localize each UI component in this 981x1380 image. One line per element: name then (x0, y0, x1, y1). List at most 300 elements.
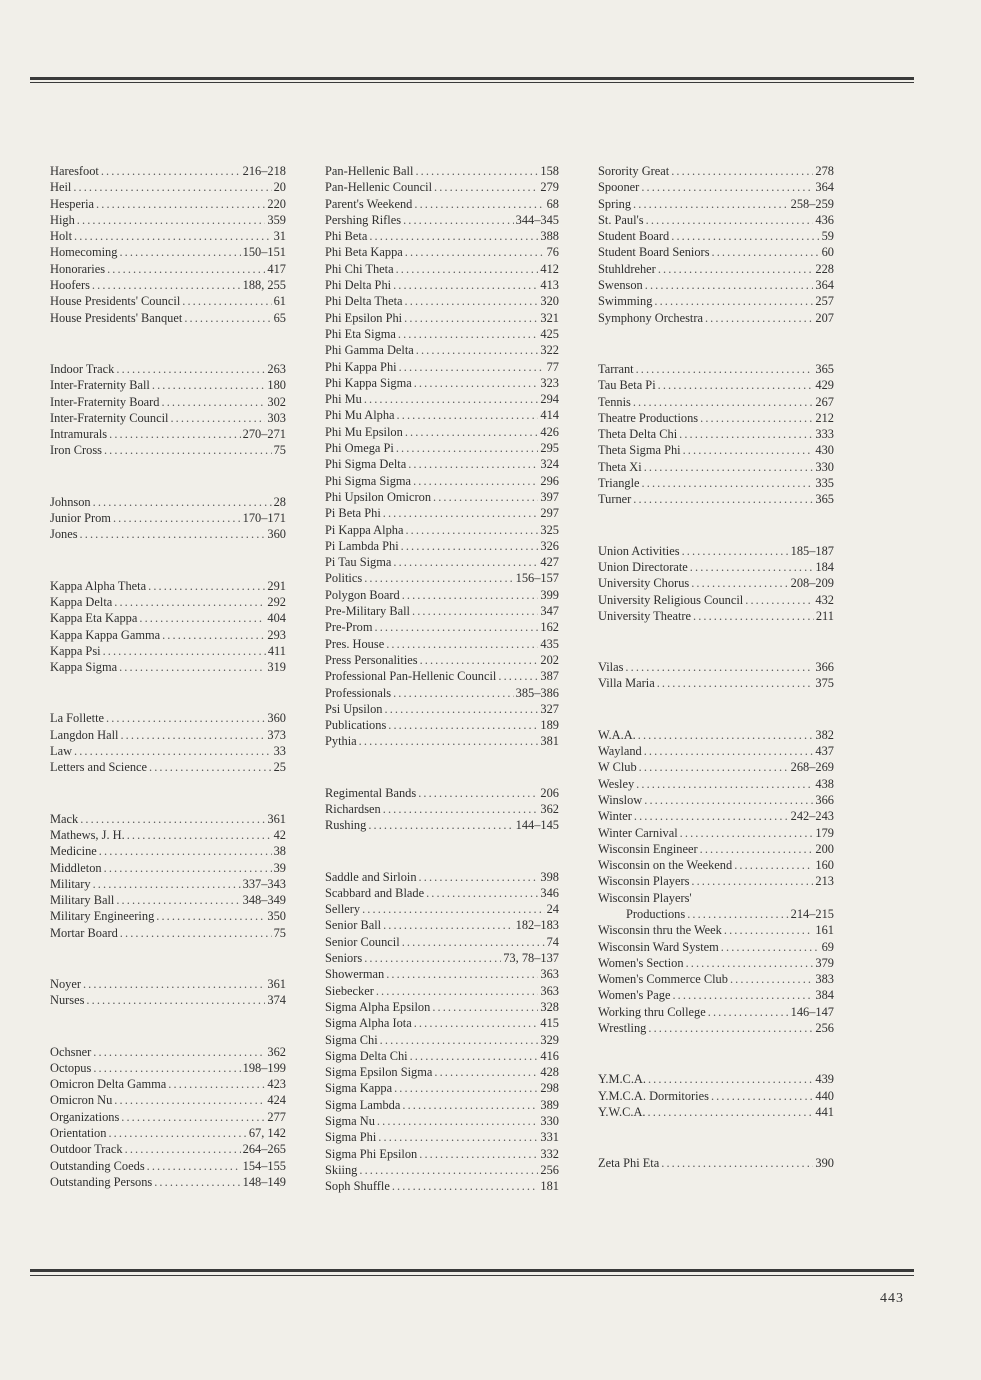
index-entry-term: Organizations (50, 1109, 120, 1124)
index-entry (325, 554, 559, 570)
index-entry-page: 20 (273, 180, 286, 195)
index-letter-group (598, 659, 834, 692)
dot-leader (93, 876, 241, 892)
index-entry (325, 966, 559, 982)
index-entry-page: 430 (815, 443, 834, 458)
dot-leader (419, 869, 539, 885)
dot-leader (712, 244, 820, 260)
index-entry-page: 333 (815, 427, 834, 442)
dot-leader (92, 277, 241, 293)
index-entry-term: Phi Kappa Sigma (325, 375, 412, 390)
index-entry (598, 442, 834, 458)
index-entry-page: 337–343 (242, 876, 286, 891)
index-entry-page: 436 (815, 212, 834, 227)
index-entry-term: Tennis (598, 394, 631, 409)
index-entry (50, 526, 286, 542)
dot-leader (691, 873, 813, 889)
dot-leader (705, 310, 813, 326)
index-entry-page: 373 (267, 727, 286, 742)
index-entry-term: Phi Upsilon Omicron (325, 489, 432, 504)
index-entry (325, 885, 559, 901)
dot-leader (113, 510, 241, 526)
index-entry-term: Theta Delta Chi (598, 427, 678, 442)
index-entry (325, 407, 559, 423)
index-entry-term: Scabbard and Blade (325, 885, 425, 900)
index-entry-term: Showerman (325, 967, 385, 982)
index-entry-term: Mack (50, 811, 79, 826)
index-entry-term: Omicron Delta Gamma (50, 1077, 167, 1092)
index-entry-term: Sigma Phi Epsilon (325, 1146, 418, 1161)
index-entry (598, 808, 834, 824)
dot-leader (394, 1080, 538, 1096)
index-entry (325, 603, 559, 619)
index-entry-term: Phi Beta Kappa (325, 245, 403, 260)
dot-leader (410, 1048, 539, 1064)
dot-leader (414, 1015, 539, 1031)
index-entry (325, 179, 559, 195)
dot-leader (106, 710, 265, 726)
dot-leader (119, 244, 240, 260)
index-entry-term: Law (50, 744, 73, 759)
index-entry (50, 578, 286, 594)
index-entry (50, 212, 286, 228)
index-entry-page: 42 (273, 827, 286, 842)
index-entry (598, 971, 834, 987)
index-entry (598, 825, 834, 841)
index-entry (325, 785, 559, 801)
dot-leader (404, 310, 538, 326)
dot-leader (405, 424, 539, 440)
index-entry-page: 348–349 (242, 893, 286, 908)
index-entry (325, 456, 559, 472)
dot-leader (364, 950, 501, 966)
dot-leader (378, 1129, 538, 1145)
index-entry (598, 922, 834, 938)
index-entry-term: Indoor Track (50, 361, 115, 376)
index-entry (50, 659, 286, 675)
dot-leader (104, 860, 272, 876)
index-entry (325, 196, 559, 212)
dot-leader (364, 570, 513, 586)
index-entry-term: Military (50, 876, 91, 891)
index-entry-term: Wisconsin Players (598, 874, 690, 889)
index-entry (50, 827, 286, 843)
dot-leader (73, 179, 271, 195)
index-entry-term: St. Paul's (598, 212, 644, 227)
index-entry (598, 873, 834, 889)
index-entry-term: Student Board Seniors (598, 245, 710, 260)
index-entry-term: Pi Kappa Alpha (325, 522, 404, 537)
index-letter-group (598, 727, 834, 1037)
index-entry-term: La Follette (50, 711, 105, 726)
index-entry (50, 410, 286, 426)
dot-leader (101, 163, 241, 179)
index-entry-term: Soph Shuffle (325, 1179, 390, 1194)
index-entry-term: Union Activities (598, 543, 680, 558)
index-entry-term: Military Ball (50, 893, 115, 908)
index-entry-page: 150–151 (242, 245, 286, 260)
index-entry-term: Inter-Fraternity Ball (50, 378, 150, 393)
dot-leader (359, 1162, 538, 1178)
dot-leader (74, 228, 272, 244)
dot-leader (80, 811, 265, 827)
index-entry (598, 293, 834, 309)
dot-leader (398, 326, 539, 342)
index-entry (325, 901, 559, 917)
dot-leader (638, 727, 814, 743)
index-entry (325, 424, 559, 440)
index-entry-page: 31 (273, 229, 286, 244)
index-entry-term: Zeta Phi Eta (598, 1156, 660, 1171)
dot-leader (711, 1088, 813, 1104)
dot-leader (658, 261, 814, 277)
dot-leader (645, 277, 814, 293)
index-letter-group (598, 1071, 834, 1120)
index-entry-term: Turner (598, 492, 632, 507)
dot-leader (680, 825, 814, 841)
index-entry (325, 950, 559, 966)
index-entry-term: Women's Section (598, 955, 684, 970)
index-entry-page: 292 (267, 594, 286, 609)
dot-leader (412, 603, 538, 619)
index-entry-page: 67, 142 (248, 1126, 286, 1141)
index-entry-page: 211 (815, 608, 834, 623)
index-entry-page: 28 (273, 494, 286, 509)
index-entry-term: Pres. House (325, 636, 385, 651)
index-entry (325, 1178, 559, 1194)
index-entry (325, 228, 559, 244)
dot-leader (405, 244, 545, 260)
index-entry (598, 727, 834, 743)
index-entry-page: 347 (540, 604, 559, 619)
index-entry-page: 291 (267, 578, 286, 593)
index-entry-term: Phi Chi Theta (325, 261, 394, 276)
index-entry (50, 228, 286, 244)
index-entry-page: 374 (267, 993, 286, 1008)
dot-leader (393, 554, 538, 570)
index-entry-term: Pan-Hellenic Ball (325, 164, 414, 178)
index-entry-page: 388 (540, 229, 559, 244)
index-entry-page: 360 (267, 527, 286, 542)
dot-leader (414, 196, 544, 212)
index-entry-term: Sigma Epsilon Sigma (325, 1065, 433, 1080)
index-entry-term: Politics (325, 571, 363, 586)
index-entry-term: Pi Lambda Phi (325, 538, 399, 553)
dot-leader (700, 841, 814, 857)
index-entry (50, 293, 286, 309)
dot-leader (139, 610, 265, 626)
dot-leader (642, 475, 814, 491)
index-entry (50, 1109, 286, 1125)
dot-leader (162, 394, 266, 410)
index-entry (50, 727, 286, 743)
index-entry-page: 228 (815, 261, 834, 276)
index-entry-page: 202 (540, 652, 559, 667)
index-entry-page: 330 (540, 1114, 559, 1129)
dot-leader (636, 776, 813, 792)
index-entry-page: 198–199 (242, 1060, 286, 1075)
dot-leader (149, 759, 272, 775)
index-letter-group (598, 361, 834, 508)
dot-leader (121, 1109, 265, 1125)
dot-leader (127, 827, 272, 843)
dot-leader (402, 934, 545, 950)
dot-leader (182, 293, 271, 309)
index-entry-term: Professionals (325, 685, 392, 700)
index-entry-page: 298 (540, 1081, 559, 1096)
index-entry (598, 559, 834, 575)
index-entry (50, 892, 286, 908)
index-entry-page: 188, 255 (242, 278, 286, 293)
index-entry (325, 999, 559, 1015)
dot-leader (396, 440, 539, 456)
dot-leader (120, 925, 272, 941)
index-entry (50, 163, 286, 179)
index-entry (598, 426, 834, 442)
index-entry-page: 33 (273, 744, 286, 759)
index-entry (598, 377, 834, 393)
dot-leader (96, 196, 265, 212)
index-entry (598, 857, 834, 873)
index-entry (325, 538, 559, 554)
index-entry (50, 261, 286, 277)
index-entry-page: 75 (273, 925, 286, 940)
dot-leader (184, 310, 271, 326)
index-entry-term: Medicine (50, 844, 97, 859)
index-entry (50, 1158, 286, 1174)
index-entry (598, 792, 834, 808)
index-entry (50, 1174, 286, 1190)
index-entry (325, 934, 559, 950)
index-entry (598, 163, 834, 179)
index-entry (50, 377, 286, 393)
index-entry-page: 383 (815, 972, 834, 987)
index-entry-term: Publications (325, 718, 387, 733)
index-entry (50, 1044, 286, 1060)
index-entry (325, 277, 559, 293)
dot-leader (693, 608, 814, 624)
index-entry (50, 876, 286, 892)
index-entry (598, 459, 834, 475)
index-entry (50, 1076, 286, 1092)
dot-leader (359, 733, 539, 749)
index-entry-page: 264–265 (242, 1142, 286, 1157)
index-entry-page: 350 (267, 909, 286, 924)
index-entry-term: Theta Sigma Phi (598, 443, 681, 458)
index-entry-term: Polygon Board (325, 587, 400, 602)
dot-leader (399, 359, 545, 375)
index-entry-term: Rushing (325, 818, 367, 833)
index-entry-term: Senior Ball (325, 918, 382, 933)
index-letter-group (325, 163, 559, 750)
index-entry-term: Tarrant (598, 361, 634, 376)
index-entry-page: 242–243 (790, 809, 834, 824)
dot-leader (671, 228, 819, 244)
index-entry-term: Sigma Chi (325, 1032, 378, 1047)
index-entry-term: House Presidents' Banquet (50, 310, 183, 325)
dot-leader (104, 442, 272, 458)
dot-leader (375, 619, 539, 635)
index-entry (598, 212, 834, 228)
index-column-2 (325, 163, 559, 1230)
index-entry-page: 364 (815, 278, 834, 293)
dot-leader (671, 163, 813, 179)
index-entry-page: 323 (540, 375, 559, 390)
index-entry-term: Orientation (50, 1126, 107, 1141)
index-entry-page: 330 (815, 459, 834, 474)
index-entry-term: Wisconsin thru the Week (598, 923, 722, 938)
index-entry-page: 346 (540, 885, 559, 900)
dot-leader (393, 685, 514, 701)
index-entry (50, 860, 286, 876)
index-entry-page: 320 (540, 294, 559, 309)
dot-leader (362, 901, 545, 917)
dot-leader (385, 701, 539, 717)
index-entry-term: House Presidents' Council (50, 294, 181, 309)
index-entry-page: 432 (815, 592, 834, 607)
index-entry-page: 302 (267, 394, 286, 409)
index-entry-term: Inter-Fraternity Board (50, 394, 160, 409)
index-entry (325, 1080, 559, 1096)
index-letter-group (50, 578, 286, 676)
dot-leader (633, 394, 814, 410)
index-entry-term: Parent's Weekend (325, 196, 413, 211)
index-entry (598, 759, 834, 775)
dot-leader (114, 1092, 265, 1108)
index-entry-term: Honoraries (50, 261, 106, 276)
index-entry (50, 811, 286, 827)
dot-leader (432, 999, 538, 1015)
index-entry-term: W Club (598, 760, 637, 775)
index-entry-term: Johnson (50, 494, 91, 509)
index-entry (50, 1092, 286, 1108)
index-entry (50, 594, 286, 610)
dot-leader (369, 228, 538, 244)
index-entry (325, 685, 559, 701)
index-entry-term: Phi Epsilon Phi (325, 310, 403, 325)
index-entry-page: 189 (540, 718, 559, 733)
dot-leader (646, 212, 814, 228)
index-entry-page: 366 (815, 660, 834, 675)
dot-leader (648, 1020, 813, 1036)
index-entry-page: 423 (267, 1077, 286, 1092)
index-entry (325, 212, 559, 228)
index-entry (325, 1113, 559, 1129)
index-entry-page: 426 (540, 424, 559, 439)
index-entry-page: 180 (267, 378, 286, 393)
index-entry-term: Phi Mu (325, 392, 362, 407)
index-letter-group (50, 1044, 286, 1191)
index-entry (325, 505, 559, 521)
index-entry-term: Phi Delta Phi (325, 278, 392, 293)
index-entry (325, 619, 559, 635)
index-entry-term: Women's Commerce Club (598, 972, 728, 987)
index-entry-page: 278 (815, 164, 834, 178)
index-entry-page: 398 (540, 869, 559, 884)
index-entry-page: 384 (815, 988, 834, 1003)
dot-leader (434, 1064, 538, 1080)
index-entry-term: Winslow (598, 792, 643, 807)
index-entry (325, 1032, 559, 1048)
index-entry-term: Stuhldreher (598, 261, 656, 276)
index-entry-page: 277 (267, 1109, 286, 1124)
index-entry-page: 38 (273, 844, 286, 859)
index-entry (50, 1060, 286, 1076)
index-entry-page: 361 (267, 811, 286, 826)
dot-leader (690, 559, 814, 575)
index-entry-page: 362 (267, 1044, 286, 1059)
dot-leader (74, 743, 272, 759)
index-letter-group (325, 785, 559, 834)
index-entry-page: 415 (540, 1016, 559, 1031)
index-entry (598, 987, 834, 1003)
index-entry (598, 277, 834, 293)
index-entry-term: Professional Pan-Hellenic Council (325, 669, 497, 684)
dot-leader (147, 1158, 241, 1174)
index-entry-term: Kappa Psi (50, 643, 101, 658)
index-entry (598, 475, 834, 491)
index-entry-page: 411 (267, 643, 286, 658)
index-entry-page: 65 (273, 310, 286, 325)
index-entry-term: Student Board (598, 229, 670, 244)
index-entry-page: 267 (815, 394, 834, 409)
index-entry-page: 325 (540, 522, 559, 537)
index-entry-term: Hesperia (50, 196, 95, 211)
dot-leader (116, 361, 265, 377)
index-entry (50, 394, 286, 410)
index-entry-page: 185–187 (790, 543, 834, 558)
index-entry-page: 179 (815, 825, 834, 840)
index-entry-page: 200 (815, 841, 834, 856)
index-entry-page: 441 (815, 1104, 834, 1119)
index-entry (598, 179, 834, 195)
index-entry-page: 381 (540, 734, 559, 749)
index-entry-page: 361 (267, 976, 286, 991)
dot-leader (396, 261, 539, 277)
index-entry (598, 675, 834, 691)
dot-leader (376, 983, 539, 999)
index-entry (325, 717, 559, 733)
index-entry (50, 710, 286, 726)
index-entry-page: 162 (540, 620, 559, 635)
index-entry-page: 207 (815, 310, 834, 325)
index-entry-page: 382 (815, 727, 834, 742)
index-entry-page: 319 (267, 660, 286, 675)
index-column-3 (598, 163, 834, 1207)
index-entry-page: 60 (821, 245, 834, 260)
index-entry-term: Phi Eta Sigma (325, 326, 396, 341)
dot-leader (691, 575, 788, 591)
index-entry-page: 206 (540, 785, 559, 800)
dot-leader (657, 675, 814, 691)
dot-leader (418, 785, 538, 801)
index-entry (325, 440, 559, 456)
index-letter-group (50, 494, 286, 543)
index-entry-page: 208–209 (790, 576, 834, 591)
index-entry-page: 416 (540, 1048, 559, 1063)
index-entry-term: Phi Gamma Delta (325, 343, 414, 358)
index-entry-term: Winter Carnival (598, 825, 678, 840)
index-entry-page: 75 (273, 443, 286, 458)
index-entry (598, 939, 834, 955)
index-entry (598, 906, 834, 922)
index-entry-page: 156–157 (515, 571, 559, 586)
index-entry-page: 387 (540, 669, 559, 684)
index-entry-term: Wisconsin on the Weekend (598, 858, 733, 873)
index-entry-term: Langdon Hall (50, 727, 119, 742)
index-entry (50, 426, 286, 442)
index-entry-page: 279 (540, 180, 559, 195)
